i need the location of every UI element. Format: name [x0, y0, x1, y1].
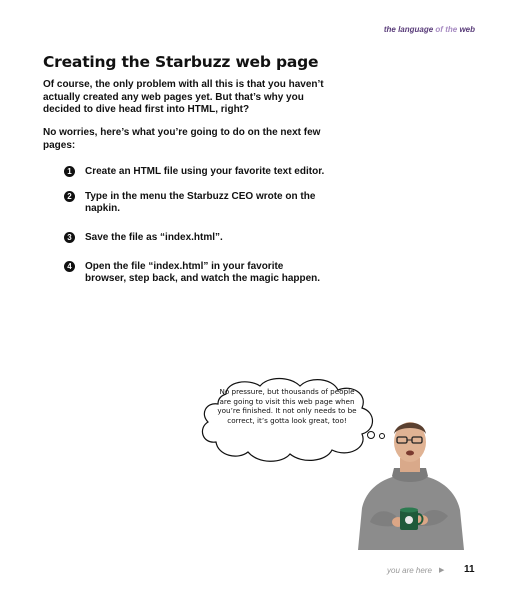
running-header [384, 25, 475, 34]
page-number: 11 [464, 564, 475, 575]
step-item [64, 166, 344, 178]
footer-you-are-here: you are here [387, 566, 432, 575]
intro-paragraph: Of course, the only problem with all this is that you haven’t actually created any web pages yet. But that’s why you decided to dive head first into HTML, right? [43, 79, 324, 115]
steps-list [64, 166, 344, 298]
footer-arrow-icon: ▶ [439, 566, 445, 574]
step-text: Create an HTML file using your favorite text editor. [85, 166, 325, 177]
step-item [64, 191, 344, 215]
step-text: Type in the menu the Starbuzz CEO wrote on the napkin. [85, 191, 316, 214]
step-number: 2 [64, 191, 75, 202]
plan-paragraph: No worries, here’s what you’re going to do on the next few pages: [43, 127, 321, 151]
step-number: 3 [64, 232, 75, 243]
running-header-part2: of the [435, 25, 458, 34]
page-title: Creating the Starbuzz web page [43, 53, 319, 71]
running-header-part3: web [459, 25, 475, 34]
man-with-mug-photo [352, 412, 468, 550]
thought-bubble-text: No pressure, but thousands of people are going to visit this web page when you’re finished. It not only needs to be correct, it’s gotta look great, too! [217, 387, 357, 425]
step-item [64, 261, 344, 285]
step-text: Save the file as “index.html”. [85, 232, 223, 243]
step-number: 1 [64, 166, 75, 177]
step-item [64, 232, 344, 244]
running-header-part1: the language [383, 25, 434, 34]
step-number: 4 [64, 261, 75, 272]
step-text: Open the file “index.html” in your favorite browser, step back, and watch the magic happen. [85, 261, 321, 284]
